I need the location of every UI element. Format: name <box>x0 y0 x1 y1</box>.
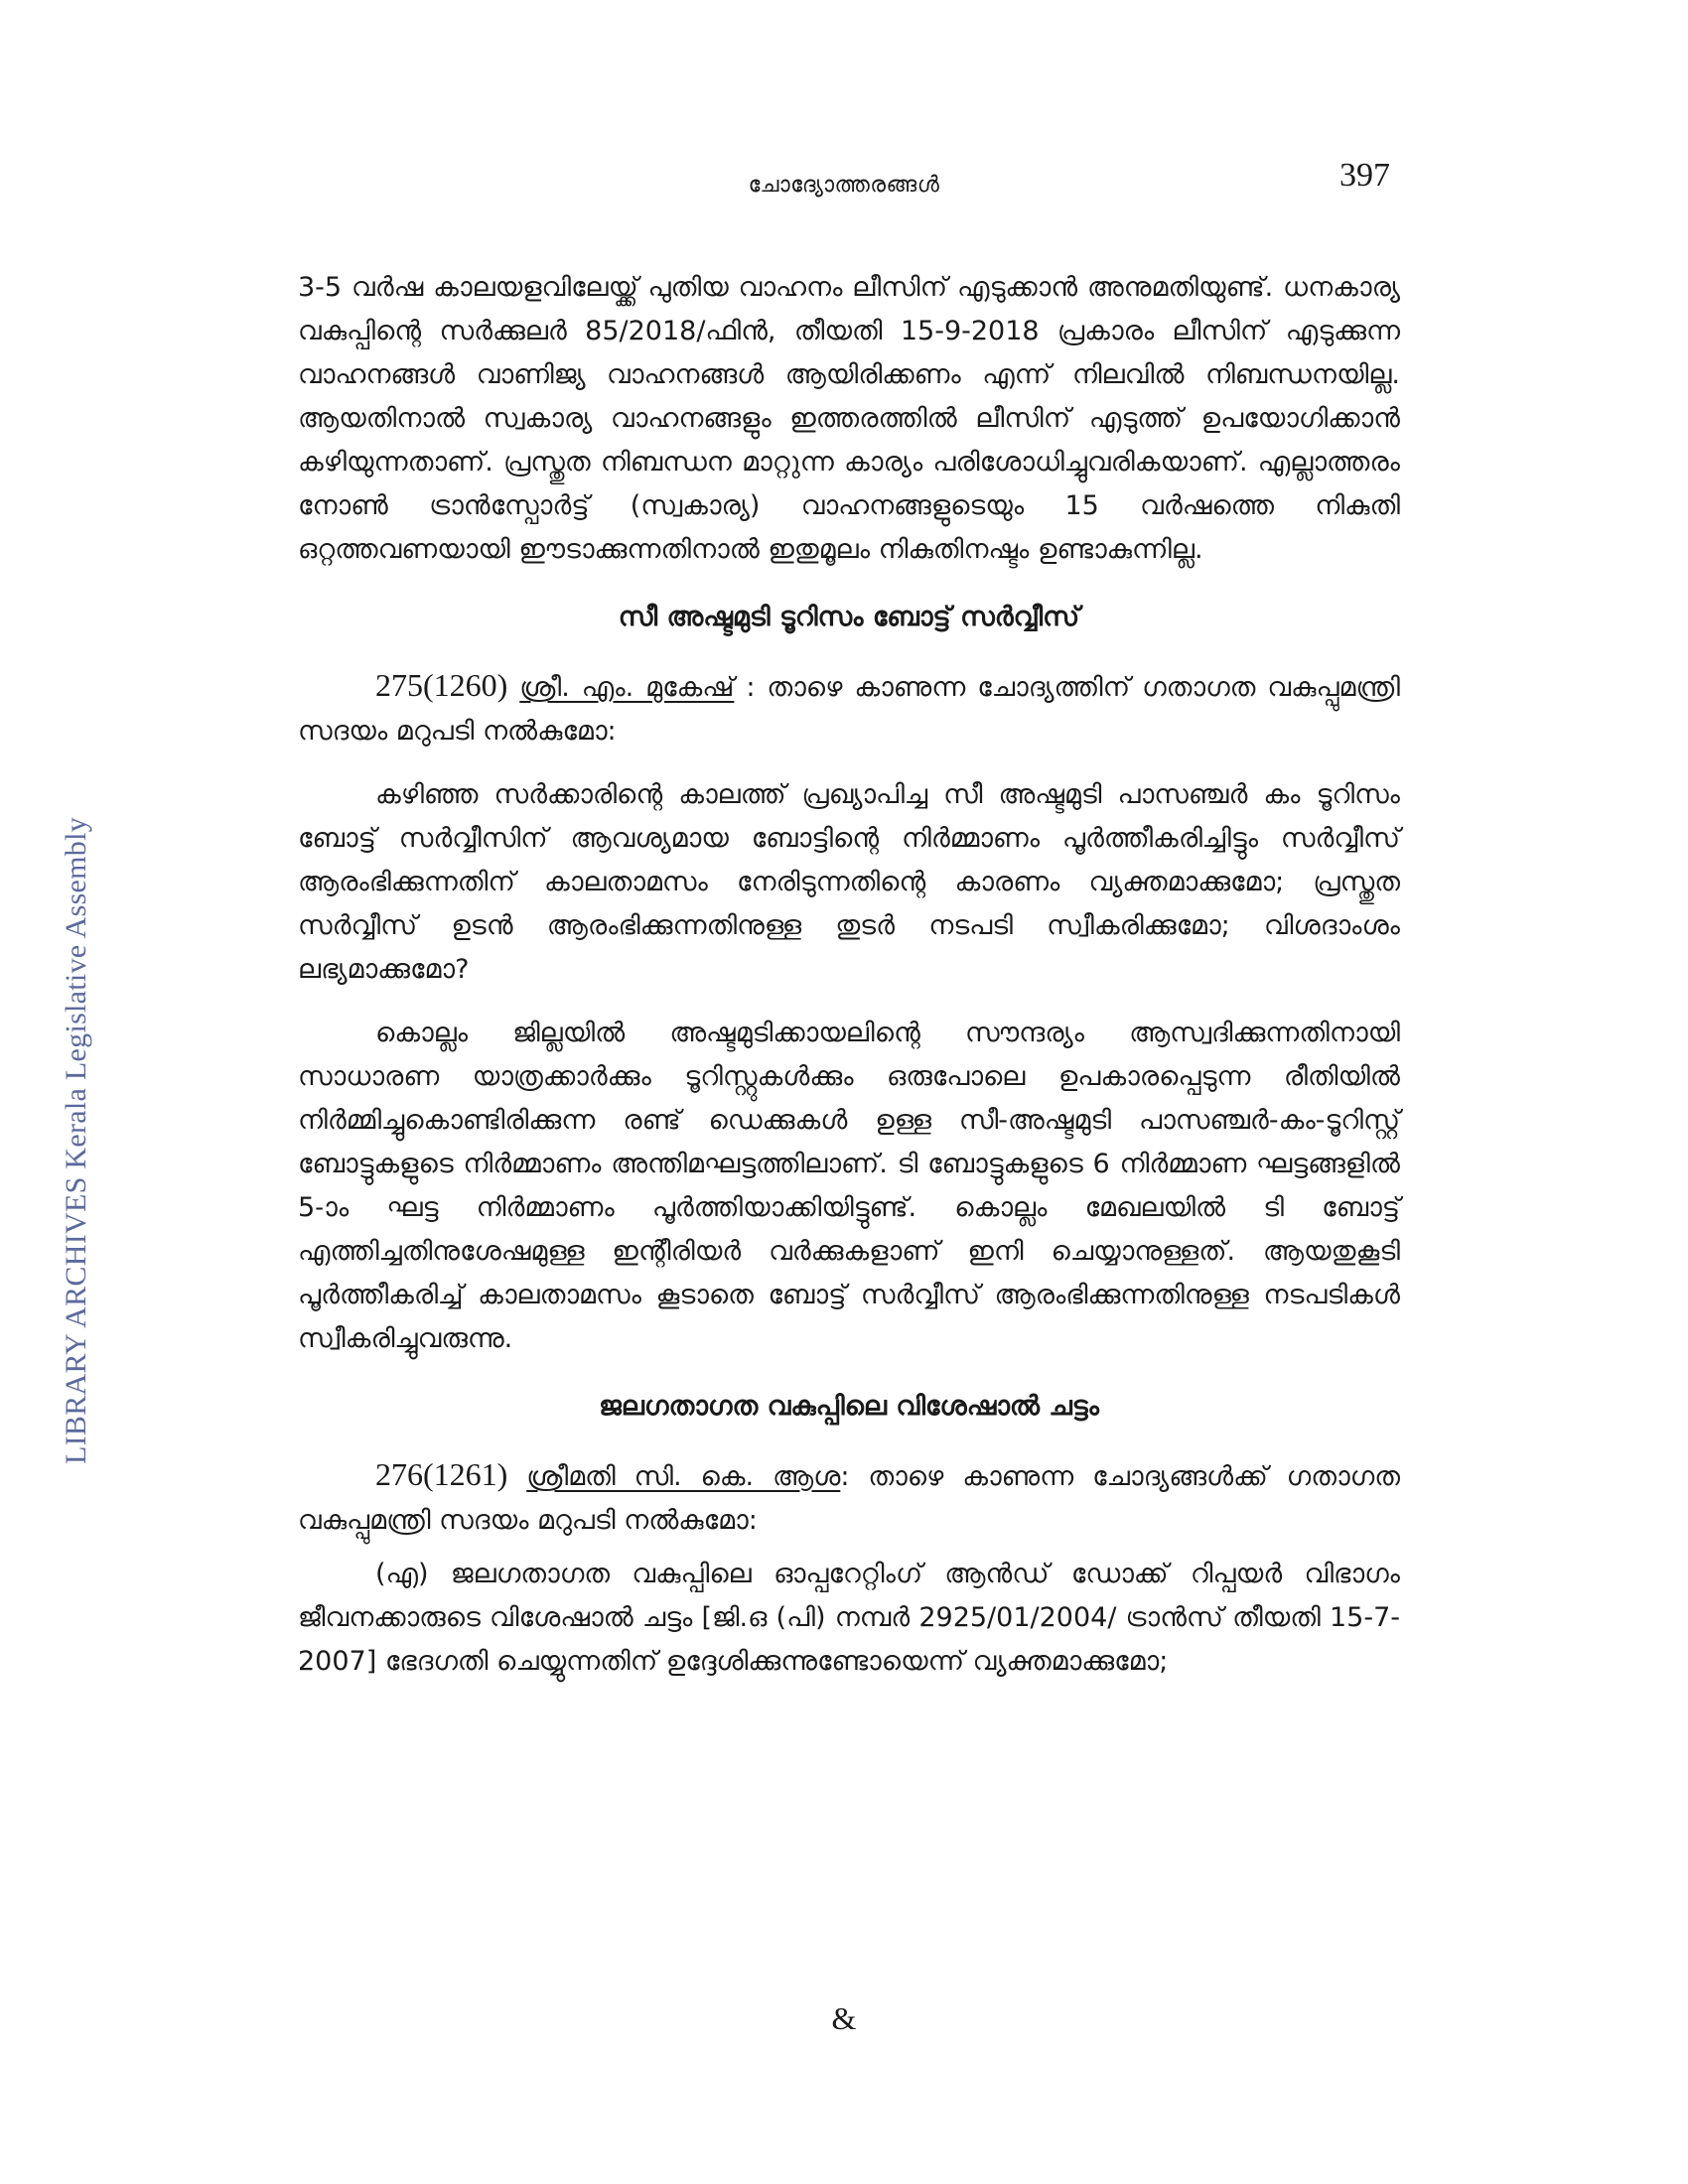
question-number: 275(1260) <box>375 667 508 703</box>
answer-text-275: കൊല്ലം ജില്ലയിൽ അഷ്ടമുടിക്കായലിന്റെ സൗന്ദര്യം ആസ്വദിക്കുന്നതിനായി സാധാരണ യാത്രക്കാർക്കും ടൂറിസ്റ്റുകൾക്കും ഒരുപോലെ ഉപകാരപ്പെടുന്ന രീതിയിൽ നിർമ്മിച്ചുകൊണ്ടിരിക്കുന്ന രണ്ട് ഡെക്കുകൾ ഉള്ള സീ-അഷ്ടമുടി പാസഞ്ചർ-കം-ടൂറിസ്റ്റ് ബോട്ടുകളുടെ നിർമ്മാണം അന്തിമഘട്ടത്തിലാണ്. ടി ബോട്ടുകളുടെ 6 നിർമ്മാണ ഘട്ടങ്ങളിൽ 5-ാം ഘട്ട നിർമ്മാണം പൂർത്തിയാക്കിയിട്ടുണ്ട്. കൊല്ലം മേഖലയിൽ ടി ബോട്ട് എത്തിച്ചതിനുശേഷമുള്ള ഇന്റീരിയർ വർക്കുകളാണ് ഇനി ചെയ്യാനുള്ളത്. ആയതുകൂടി പൂർത്തീകരിച്ച് കാലതാമസം കൂടാതെ ബോട്ട് സർവ്വീസ് ആരംഭിക്കുന്നതിനുള്ള നടപടികൾ സ്വീകരിച്ചുവരുന്നു. <box>298 1018 1400 1354</box>
question-intro-text: : താഴെ കാണുന്ന ചോദ്യങ്ങൾക്ക് ഗതാഗത വകുപ്പുമന്ത്രി സദയം മറുപടി നൽകുമോ: <box>298 1461 1400 1536</box>
member-name: ശ്രീമതി സി. കെ. ആശ <box>526 1461 841 1492</box>
question-text-275: കഴിഞ്ഞ സർക്കാരിന്റെ കാലത്ത് പ്രഖ്യാപിച്ച സീ അഷ്ടമുടി പാസഞ്ചർ കം ടൂറിസം ബോട്ട് സർവ്വീസിന് ആവശ്യമായ ബോട്ടിന്റെ നിർമ്മാണം പൂർത്തീകരിച്ചിട്ടും സർവ്വീസ് ആരംഭിക്കുന്നതിന് കാലതാമസം നേരിടുന്നതിന്റെ കാരണം വ്യക്തമാക്കുമോ; പ്രസ്തുത സർവ്വീസ് ഉടൻ ആരംഭിക്കുന്നതിനുള്ള തുടർ നടപടി സ്വീകരിക്കുമോ; വിശദാംശം ലഭ്യമാക്കുമോ? <box>298 779 1400 985</box>
continuation-mark: & <box>831 2000 857 2036</box>
continued-answer-paragraph: 3-5 വർഷ കാലയളവിലേയ്ക്ക് പുതിയ വാഹനം ലീസിന് എടുക്കാൻ അനുമതിയുണ്ട്. ധനകാര്യ വകുപ്പിന്റെ സർക്കുലർ 85/2018/ഫിൻ, തീയതി 15-9-2018 പ്രകാരം ലീസിന് എടുക്കുന്ന വാഹനങ്ങൾ വാണിജ്യ വാഹനങ്ങൾ ആയിരിക്കണം എന്ന് നിലവിൽ നിബന്ധനയില്ല. ആയതിനാൽ സ്വകാര്യ വാഹനങ്ങളും ഇത്തരത്തിൽ ലീസിന് എടുത്ത് ഉപയോഗിക്കാൻ കഴിയുന്നതാണ്. പ്രസ്തുത നിബന്ധന മാറ്റുന്ന കാര്യം പരിശോധിച്ചുവരികയാണ്. എല്ലാത്തരം നോൺ ട്രാൻസ്പോർട്ട് (സ്വകാര്യ) വാഹനങ്ങളുടെയും 15 വർഷത്തെ നികുതി ഒറ്റത്തവണയായി ഈടാക്കുന്നതിനാൽ ഇതുമൂലം നികുതിനഷ്ടം ഉണ്ടാകുന്നില്ല. <box>298 272 1400 565</box>
question-number: 276(1261) <box>375 1456 508 1492</box>
question-intro-275 <box>298 663 1400 753</box>
question-intro-276 <box>298 1452 1400 1543</box>
member-name: ശ്രീ. എം. മുകേഷ് <box>519 672 735 703</box>
question-intro-text: : താഴെ കാണുന്ന ചോദ്യത്തിന് ഗതാഗത വകുപ്പുമന്ത്രി സദയം മറുപടി നൽകുമോ: <box>298 672 1400 747</box>
running-title: ചോദ്യോത്തരങ്ങൾ <box>748 173 940 198</box>
section-heading-special-rules: ജലഗതാഗത വകുപ്പിലെ വിശേഷാൽ ചട്ടം <box>599 1391 1099 1422</box>
page-number: 397 <box>1339 157 1390 194</box>
running-head <box>298 157 1390 216</box>
archive-watermark: LIBRARY ARCHIVES Kerala Legislative Assembly <box>60 816 92 1464</box>
question-item-a: (എ) ജലഗതാഗത വകുപ്പിലെ ഓപ്പറേറ്റിംഗ് ആൻഡ് ഡോക്ക് റിപ്പയർ വിഭാഗം ജീവനക്കാരുടെ വിശേഷാൽ ചട്ടം [ജി.ഒ (പി) നമ്പർ 2925/01/2004/ ട്രാൻസ് തീയതി 15-7-2007] ഭേദഗതി ചെയ്യുന്നതിന് ഉദ്ദേശിക്കുന്നുണ്ടോയെന്ന് വ്യക്തമാക്കുമോ; <box>298 1559 1400 1677</box>
page-content <box>298 266 1400 1684</box>
section-heading-boat-service: സീ അഷ്ടമുടി ടൂറിസം ബോട്ട് സർവ്വീസ് <box>618 602 1080 632</box>
